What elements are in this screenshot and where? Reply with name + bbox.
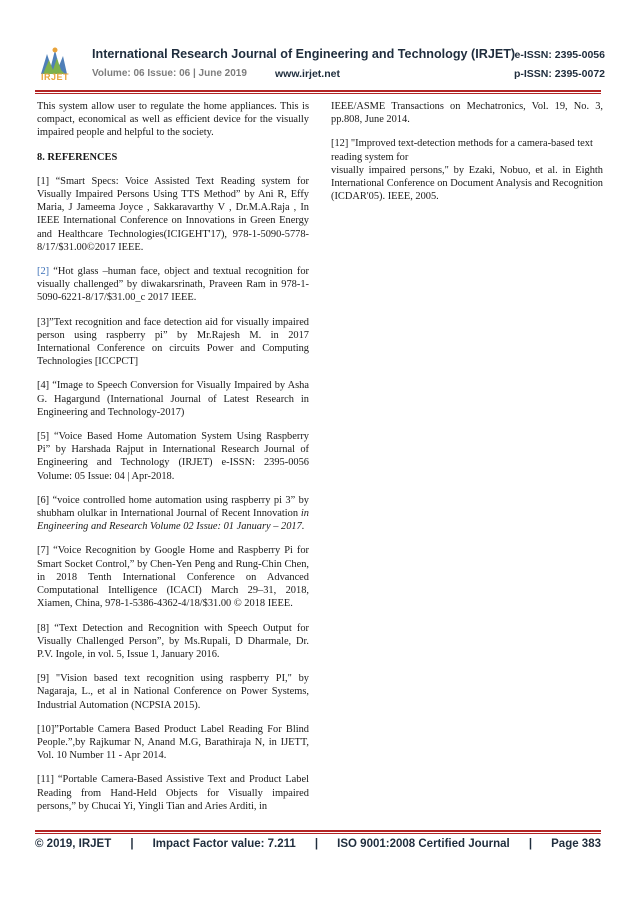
page-header [35,40,605,88]
website-link[interactable]: www.irjet.net [275,68,340,80]
references-heading: 8. REFERENCES [37,151,118,163]
right-column [331,100,603,214]
e-issn: e-ISSN: 2395-0056 [514,49,605,61]
footer-page-number: Page 383 [551,838,601,850]
reference-12-line2: visually impaired persons," by Ezaki, Nobuo, et al. in Eighth International Conference on Document Analysis and Recognition (ICDAR'05). IEEE, 2005. [331,164,603,203]
footer-impact-factor: Impact Factor value: 7.211 [152,838,296,850]
reference-5: [5] “Voice Based Home Automation System Using Raspberry Pi” by Harshada Rajput in International Research Journal of Engineering and Technology (IRJET) e-ISSN: 2395-0056 Volume: 05 Issue: 04 | Apr-2018. [37,431,309,482]
reference-2-number: [2] [37,266,50,278]
reference-2-text: “Hot glass –human face, object and textual recognition for visually challenged” by diwakarsrinath, Praveen Ram in 978-1-5090-6221-8/17/$31.00_c 2017 IEEE. [37,266,309,304]
journal-title: International Research Journal of Engineering and Technology (IRJET) [92,47,516,61]
reference-9: [9] "Vision based text recognition using raspberry PI," by Nagaraja, L., et al in National Conference on Power Systems, Industrial Automation (NCPSIA 2015). [37,673,309,711]
footer-iso: ISO 9001:2008 Certified Journal [337,838,510,850]
page-footer [35,838,601,854]
reference-11-continued: IEEE/ASME Transactions on Mechatronics, Vol. 19, No. 3, pp.808, June 2014. [331,101,603,126]
footer-separator: | [314,838,319,850]
footer-separator: | [130,838,134,850]
p-issn: p-ISSN: 2395-0072 [513,68,605,80]
reference-12-line1: [12] "Improved text-detection methods for a camera-based text reading system for [331,138,593,163]
reference-11: [11] “Portable Camera-Based Assistive Text and Product Label Reading from Hand-Held Objects for Visually impaired persons,” by Chucai Yi, Yingli Tian and Aries Arditi, in [37,774,309,812]
intro-paragraph: This system allow user to regulate the home appliances. This is compact, economical as well as efficient device for the visually impaired people and helpful to the society. [37,101,309,139]
reference-7: [7] “Voice Recognition by Google Home and Raspberry Pi for Smart Socket Control,” by Chen-Yen Peng and Rung-Chin Chen, in 2018 Tenth International Conference on Advanced Computational Intelligence (ICACI) March 29–31, 2018, Xiamen, China, 978-1-5386-4362-4/18/$31.00 © 2018 IEEE. [37,545,309,610]
reference-8: [8] “Text Detection and Recognition with Speech Output for Visually Challenged Person”, by Ms.Rupali, D Dharmale, Dr. P.V. Ingole, in vol. 5, Issue 1, January 2016. [37,622,309,660]
reference-4: [4] “Image to Speech Conversion for Visually Impaired by Asha G. Hagargund (International Journal of Latest Research in Engineering and Technology-2017) [37,380,309,418]
footer-rule [35,830,601,832]
header-rule-thin [35,93,601,94]
logo-text: IRJET [40,72,69,82]
issue-info: Volume: 06 Issue: 06 | June 2019 [92,68,247,79]
footer-copyright: © 2019, IRJET [35,838,112,850]
reference-3: [3]”Text recognition and face detection aid for visually impaired person using raspberry pi” by Mr.Rajesh M. in 2017 International Conference on circuits Power and Computing Technologies [ICCPCT] [37,316,309,368]
footer-rule-thin [35,833,601,834]
reference-6-text: [6] “voice controlled home automation using raspberry pi 3” by shubham olulkar in International Journal of Recent Innovation [37,494,309,520]
header-rule [35,90,601,92]
reference-1: [1] “Smart Specs: Voice Assisted Text Reading system for Visually Impaired Persons Using TTS Method” by Ani R, Effy Maria, J Jameema Joyce , Sakkaravarthy V , Dr.M.A.Raja , In IEEE International Conference on Innovations in Green Energy and Healthcare Technologies(ICIGEHT'17), 978-1-5090-5778-8/17/$31.00©2017 IEEE. [37,175,309,253]
reference-10: [10]”Portable Camera Based Product Label Reading For Blind People.”,by Rajkumar N, Anand M.G, Barathiraja N, in IJETT, Vol. 10 Number 11 - Apr 2014. [37,723,309,762]
left-column [37,100,309,824]
reference-12 [331,137,603,203]
footer-separator: | [528,838,533,850]
reference-6 [37,494,309,534]
reference-6-italic: in Engineering and Research Volume 02 Issue: 01 January – 2017. [37,508,309,533]
reference-2 [37,265,309,305]
